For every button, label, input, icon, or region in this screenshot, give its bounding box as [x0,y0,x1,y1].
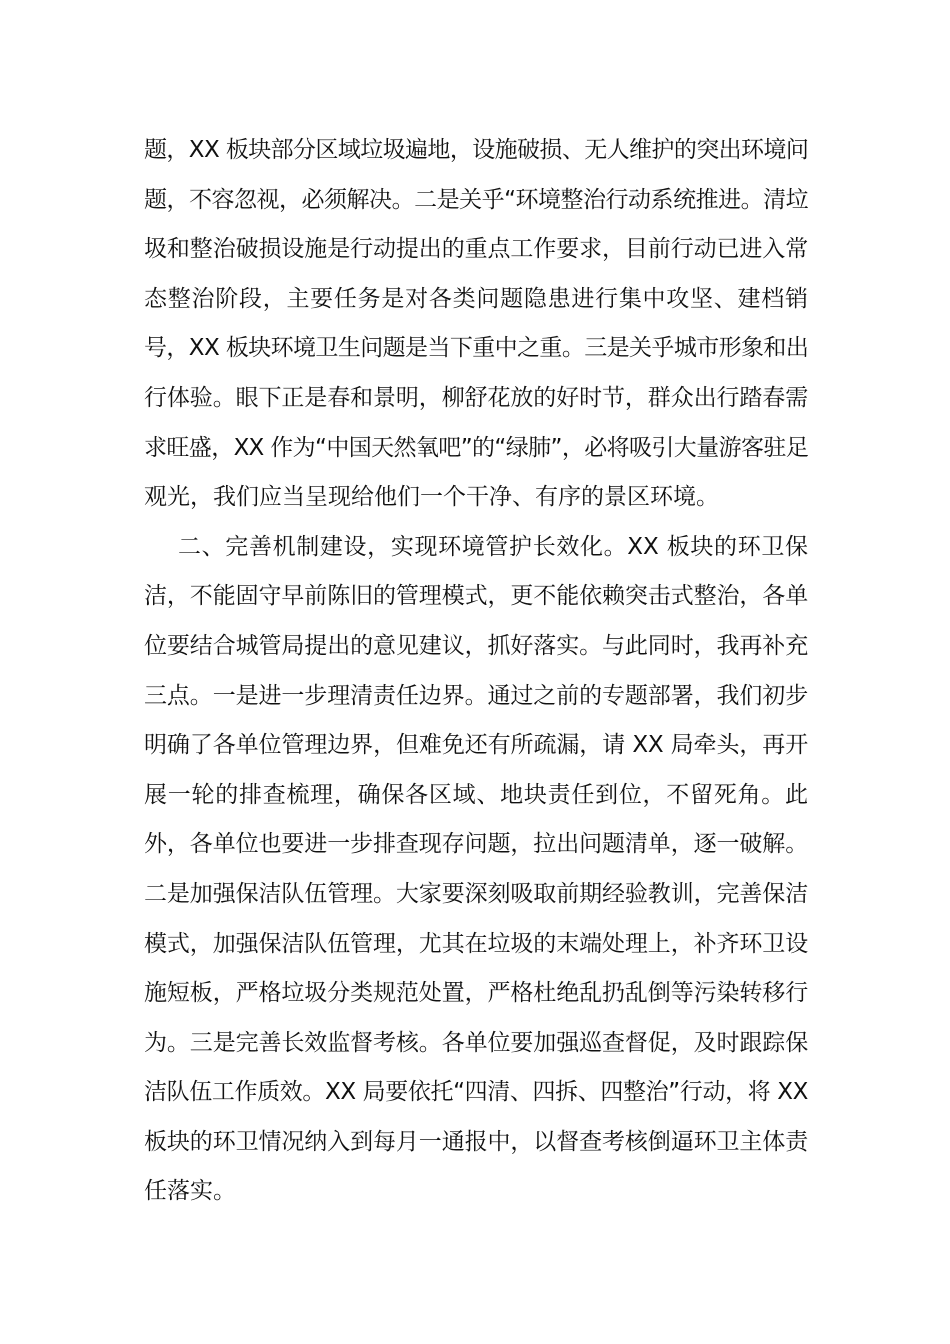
document-body [144,126,808,1217]
paragraph-line: 二、完善机制建设，实现环境管护长效化。XX 板块的环卫保 [178,533,808,560]
paragraph-line: 洁队伍工作质效。XX 局要依托“四清、四拆、四整治”行动，将 XX [144,1079,808,1106]
paragraph-line: 外，各单位也要进一步排查现存问题，拉出问题清单，逐一破解。 [144,831,808,858]
paragraph-line: 明确了各单位管理边界，但难免还有所疏漏，请 XX 局牵头，再开 [144,732,808,759]
paragraph-line: 展一轮的排查梳理，确保各区域、地块责任到位，不留死角。此 [144,781,808,808]
paragraph-line: 施短板，严格垃圾分类规范处置，严格杜绝乱扔乱倒等污染转移行 [144,980,808,1007]
paragraph-line: 位要结合城管局提出的意见建议，抓好落实。与此同时，我再补充 [144,632,808,659]
paragraph-line: 求旺盛，XX 作为“中国天然氧吧”的“绿肺”，必将吸引大量游客驻足 [144,434,808,461]
paragraph-line: 板块的环卫情况纳入到每月一通报中，以督查考核倒逼环卫主体责 [144,1128,808,1155]
paragraph-line: 号，XX 板块环境卫生问题是当下重中之重。三是关乎城市形象和出 [144,335,809,362]
paragraph-line: 二是加强保洁队伍管理。大家要深刻吸取前期经验教训，完善保洁 [144,880,808,907]
paragraph-line: 圾和整治破损设施是行动提出的重点工作要求，目前行动已进入常 [144,236,808,263]
paragraph-line: 题，XX 板块部分区域垃圾遍地，设施破损、无人维护的突出环境问 [144,137,809,163]
paragraph-line: 题，不容忽视，必须解决。二是关乎“环境整治行动系统推进。清垃 [144,186,808,213]
paragraph-line: 行体验。眼下正是春和景明，柳舒花放的好时节，群众出行踏春需 [144,384,808,411]
paragraph-line: 三点。一是进一步理清责任边界。通过之前的专题部署，我们初步 [144,682,808,709]
paragraph-line: 观光，我们应当呈现给他们一个干净、有序的景区环境。 [144,484,719,511]
paragraph-line: 模式，加强保洁队伍管理，尤其在垃圾的末端处理上，补齐环卫设 [144,930,808,957]
paragraph-line: 为。三是完善长效监督考核。各单位要加强巡查督促，及时跟踪保 [144,1029,808,1056]
paragraph-line: 洁，不能固守早前陈旧的管理模式，更不能依赖突击式整治，各单 [144,583,808,610]
paragraph-line: 态整治阶段，主要任务是对各类问题隐患进行集中攻坚、建档销 [144,285,808,312]
paragraph-line: 任落实。 [144,1178,236,1205]
